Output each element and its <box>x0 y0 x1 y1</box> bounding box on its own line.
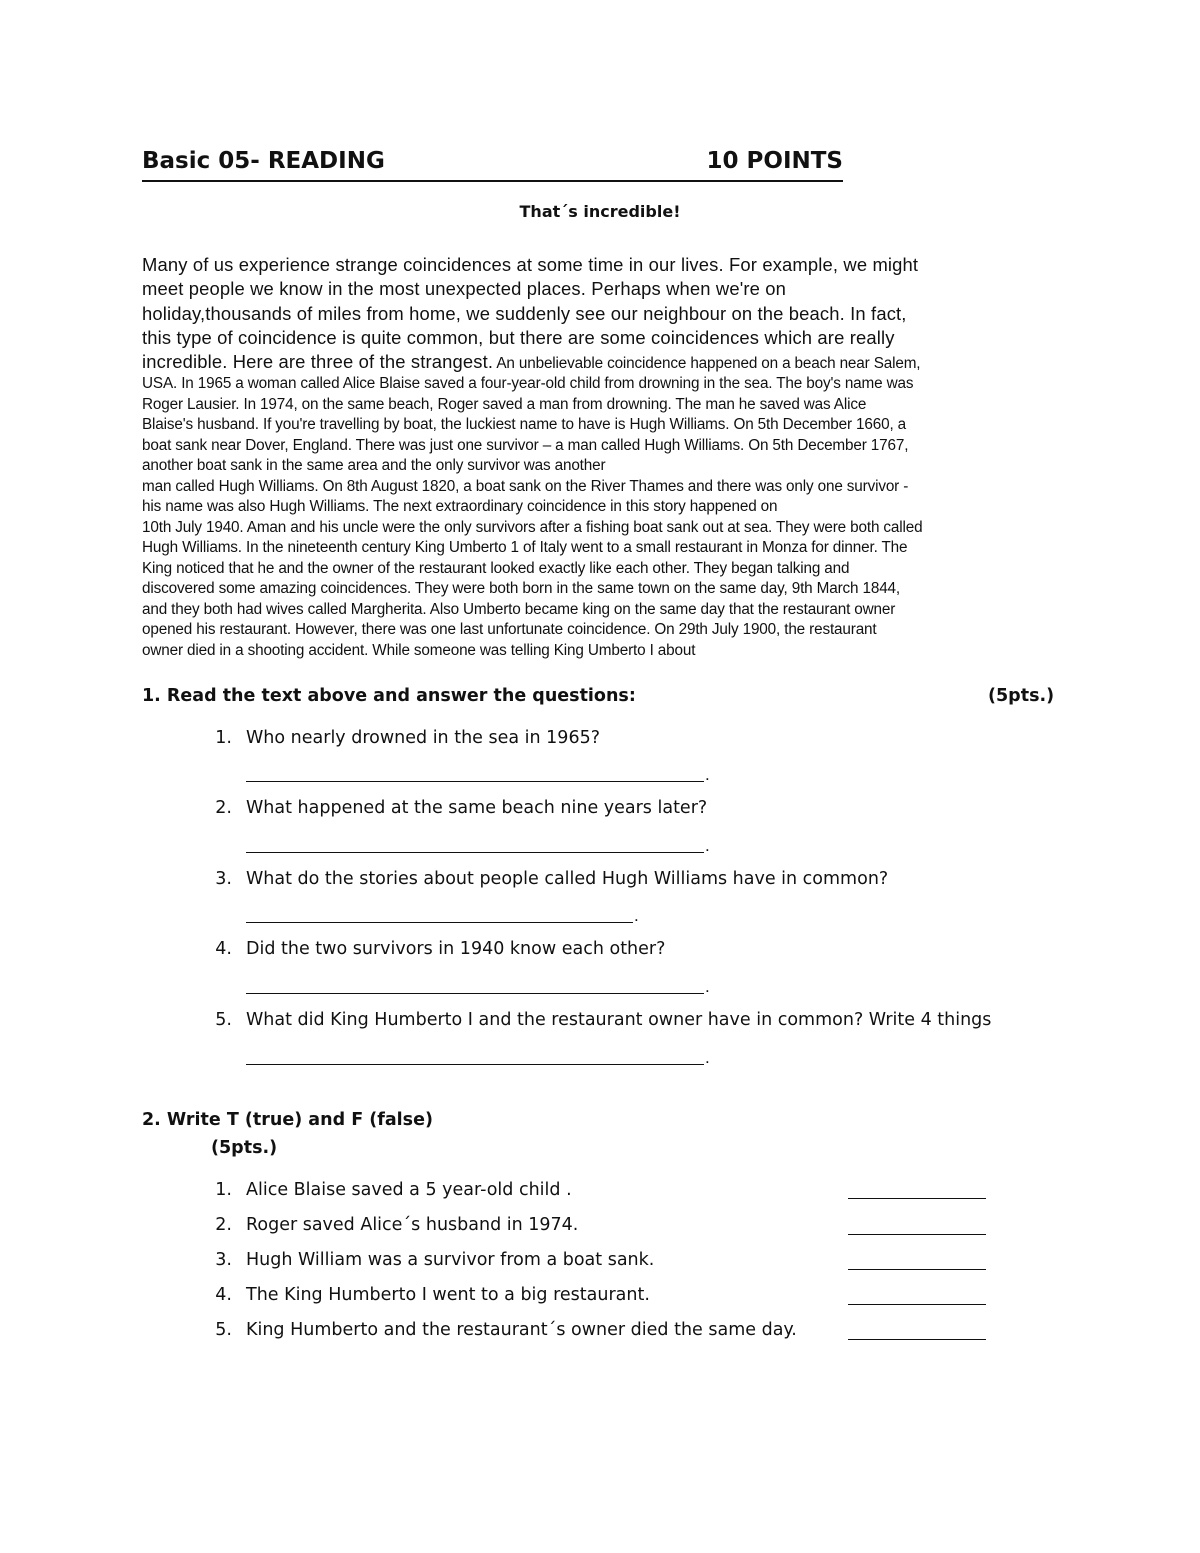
answer-dot: . <box>705 765 710 784</box>
tf-number: 4. <box>215 1285 232 1305</box>
tf-answer-line-4[interactable] <box>848 1304 986 1305</box>
story-line: Blaise's husband. If you're travelling by boat, the luckiest name to have is Hugh Williams. On 5th December 1660, a <box>142 416 907 433</box>
answer-line-3[interactable] <box>246 922 633 923</box>
tf-answer-line-5[interactable] <box>848 1339 986 1340</box>
section1-title: 1. Read the text above and answer the questions: <box>142 686 636 706</box>
story-line: King noticed that he and the owner of the restaurant looked exactly like each other. They began talking and <box>142 559 850 577</box>
intro-line-end: incredible. Here are three of the strangest. <box>142 351 494 373</box>
tf-statement: King Humberto and the restaurant´s owner died the same day. <box>246 1320 797 1340</box>
answer-line-1[interactable] <box>246 781 704 782</box>
answer-dot: . <box>705 836 710 855</box>
section2-points: (5pts.) <box>211 1138 278 1158</box>
worksheet-title: Basic 05- READING <box>142 148 385 174</box>
story-line: boat sank near Dover, England. There was just one survivor – a man called Hugh Williams. On 5th December 1767, <box>142 436 909 454</box>
story-line: opened his restaurant. However, there was one last unfortunate coincidence. On 29th July 1900, the restaurant <box>142 621 877 638</box>
section2-title: 2. Write T (true) and F (false) <box>142 1110 433 1130</box>
tf-statement: The King Humberto I went to a big restaurant. <box>246 1285 650 1305</box>
intro-line: Many of us experience strange coincidences at some time in our lives. For example, we might <box>142 254 919 275</box>
worksheet-points: 10 POINTS <box>706 148 843 174</box>
answer-line-4[interactable] <box>246 993 704 994</box>
story-line: discovered some amazing coincidences. They were both born in the same town on the same day, 9th March 1844, <box>142 580 901 597</box>
answer-line-2[interactable] <box>246 852 704 853</box>
tf-number: 2. <box>215 1215 232 1235</box>
question-number: 1. <box>215 728 232 748</box>
intro-paragraph <box>142 253 1072 376</box>
question-number: 2. <box>215 798 232 818</box>
answer-dot: . <box>705 977 710 996</box>
tf-number: 3. <box>215 1250 232 1270</box>
question-text: Who nearly drowned in the sea in 1965? <box>246 728 600 748</box>
tf-number: 5. <box>215 1320 232 1340</box>
intro-line <box>142 350 1072 376</box>
question-number: 5. <box>215 1010 232 1030</box>
question-text: What did King Humberto I and the restaurant owner have in common? Write 4 things <box>246 1010 992 1030</box>
intro-line: meet people we know in the most unexpected places. Perhaps when we're on <box>142 278 787 300</box>
story-line: another boat sank in the same area and the only survivor was another <box>142 457 606 474</box>
tf-answer-line-2[interactable] <box>848 1234 986 1235</box>
tf-number: 1. <box>215 1180 232 1200</box>
question-number: 3. <box>215 869 232 889</box>
story-line: 10th July 1940. Aman and his uncle were the only survivors after a fishing boat sank out at sea. They were both called <box>142 518 923 536</box>
intro-line: holiday,thousands of miles from home, we suddenly see our neighbour on the beach. In fact, <box>142 302 907 324</box>
tf-answer-line-3[interactable] <box>848 1269 986 1270</box>
question-text: Did the two survivors in 1940 know each other? <box>246 939 666 959</box>
story-line: man called Hugh Williams. On 8th August 1820, a boat sank on the River Thames and there was only one survivor - <box>142 477 909 495</box>
tf-statement: Hugh William was a survivor from a boat sank. <box>246 1250 655 1270</box>
story-line: Roger Lausier. In 1974, on the same beach, Roger saved a man from drowning. The man he saved was Alice <box>142 395 867 413</box>
reading-subtitle: That´s incredible! <box>519 202 681 221</box>
worksheet-header <box>142 146 843 182</box>
answer-dot: . <box>634 906 639 925</box>
story-line: owner died in a shooting accident. While someone was telling King Umberto I about <box>142 641 696 659</box>
tf-statement: Roger saved Alice´s husband in 1974. <box>246 1215 579 1235</box>
story-first-line: An unbelievable coincidence happened on a beach near Salem, <box>493 355 921 373</box>
tf-answer-line-1[interactable] <box>848 1198 986 1199</box>
answer-line-5[interactable] <box>246 1064 704 1065</box>
question-number: 4. <box>215 939 232 959</box>
story-line: his name was also Hugh Williams. The next extraordinary coincidence in this story happened on <box>142 498 778 515</box>
section1-points: (5pts.) <box>988 686 1055 706</box>
question-text: What happened at the same beach nine years later? <box>246 798 708 818</box>
story-line: USA. In 1965 a woman called Alice Blaise saved a four-year-old child from drowning in the sea. The boy's name was <box>142 375 914 392</box>
question-text: What do the stories about people called Hugh Williams have in common? <box>246 869 889 889</box>
answer-dot: . <box>705 1048 710 1067</box>
tf-statement: Alice Blaise saved a 5 year-old child . <box>246 1180 572 1200</box>
story-line: Hugh Williams. In the nineteenth century King Umberto 1 of Italy went to a small restaurant in Monza for dinner. The <box>142 539 908 556</box>
story-paragraph <box>142 374 1072 661</box>
story-line: and they both had wives called Margherita. Also Umberto became king on the same day that the restaurant owner <box>142 600 896 618</box>
intro-line: this type of coincidence is quite common, but there are some coincidences which are really <box>142 326 895 348</box>
